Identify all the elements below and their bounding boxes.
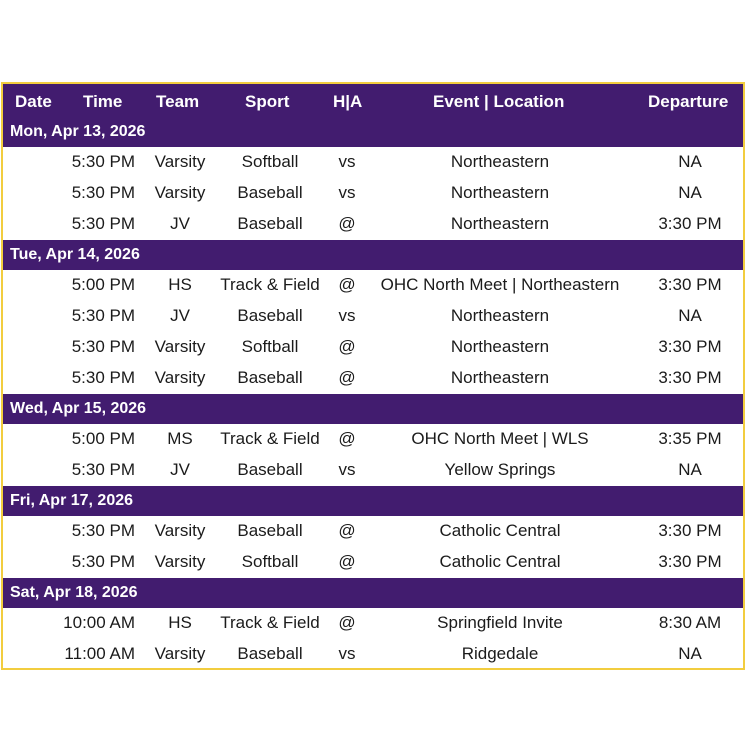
table-row — [3, 455, 743, 486]
cell-sport: Baseball — [237, 214, 303, 233]
cell-time: 5:30 PM — [71, 368, 135, 387]
table-row — [3, 639, 743, 670]
cell-team: Varsity — [154, 183, 206, 202]
cell-sport: Baseball — [237, 644, 303, 663]
cell-home-away: @ — [338, 337, 356, 356]
day-band — [3, 394, 743, 424]
cell-sport: Baseball — [237, 521, 303, 540]
cell-event-location: Springfield Invite — [437, 613, 563, 632]
cell-sport: Track & Field — [220, 275, 320, 294]
cell-team: JV — [170, 214, 190, 233]
cell-home-away: @ — [338, 368, 356, 387]
table-row — [3, 332, 743, 363]
cell-team: HS — [168, 613, 192, 632]
header-sport: Sport — [245, 92, 290, 111]
cell-team: Varsity — [154, 368, 206, 387]
cell-event-location: Northeastern — [450, 368, 550, 387]
cell-departure: 3:30 PM — [658, 521, 722, 540]
table-row — [3, 424, 743, 455]
cell-event-location: Northeastern — [450, 337, 550, 356]
cell-team: Varsity — [154, 152, 206, 171]
table-row — [3, 178, 743, 209]
cell-sport: Baseball — [237, 460, 303, 479]
table-row — [3, 147, 743, 178]
table-row — [3, 301, 743, 332]
table-row — [3, 209, 743, 240]
cell-team: Varsity — [154, 337, 206, 356]
cell-sport: Softball — [241, 552, 299, 571]
cell-departure: 3:30 PM — [658, 275, 722, 294]
cell-time: 5:30 PM — [71, 152, 135, 171]
cell-time: 5:30 PM — [71, 183, 135, 202]
cell-sport: Baseball — [237, 306, 303, 325]
cell-home-away: @ — [338, 275, 356, 294]
header-team: Team — [156, 92, 200, 111]
schedule-table — [1, 82, 745, 670]
cell-sport: Track & Field — [220, 429, 320, 448]
cell-departure: NA — [678, 460, 702, 479]
cell-home-away: @ — [338, 214, 356, 233]
cell-event-location: Northeastern — [450, 152, 550, 171]
cell-home-away: @ — [338, 521, 356, 540]
cell-home-away: @ — [338, 552, 356, 571]
table-row — [3, 516, 743, 547]
cell-time: 5:30 PM — [71, 337, 135, 356]
day-label: Sat, Apr 18, 2026 — [10, 584, 138, 601]
cell-event-location: Northeastern — [450, 214, 550, 233]
day-label: Wed, Apr 15, 2026 — [10, 400, 147, 417]
cell-departure: 3:30 PM — [658, 368, 722, 387]
cell-time: 5:30 PM — [71, 460, 135, 479]
day-band — [3, 240, 743, 270]
cell-departure: 8:30 AM — [658, 613, 722, 632]
day-band — [3, 117, 743, 147]
cell-event-location: Northeastern — [450, 183, 550, 202]
cell-event-location: Yellow Springs — [444, 460, 556, 479]
cell-team: JV — [170, 460, 190, 479]
header-departure: Departure — [648, 92, 729, 111]
cell-event-location: Ridgedale — [461, 644, 539, 663]
day-label: Mon, Apr 13, 2026 — [10, 123, 146, 140]
cell-departure: 3:30 PM — [658, 337, 722, 356]
cell-team: HS — [168, 275, 192, 294]
cell-departure: 3:30 PM — [658, 552, 722, 571]
cell-home-away: vs — [338, 183, 356, 202]
cell-departure: NA — [678, 152, 702, 171]
cell-sport: Track & Field — [220, 613, 320, 632]
header-event-location: Event | Location — [433, 92, 565, 111]
cell-departure: 3:35 PM — [658, 429, 722, 448]
cell-departure: 3:30 PM — [658, 214, 722, 233]
cell-home-away: vs — [338, 460, 356, 479]
cell-team: Varsity — [154, 552, 206, 571]
cell-time: 10:00 AM — [63, 613, 135, 632]
cell-home-away: vs — [338, 152, 356, 171]
cell-departure: NA — [678, 183, 702, 202]
cell-sport: Softball — [241, 337, 299, 356]
cell-sport: Baseball — [237, 183, 303, 202]
cell-time: 5:00 PM — [71, 275, 135, 294]
cell-team: MS — [167, 429, 193, 448]
cell-team: Varsity — [154, 521, 206, 540]
cell-event-location: Northeastern — [450, 306, 550, 325]
cell-time: 11:00 AM — [64, 644, 135, 663]
table-row — [3, 547, 743, 578]
cell-home-away: @ — [338, 613, 356, 632]
cell-home-away: @ — [338, 429, 356, 448]
day-band — [3, 578, 743, 608]
cell-sport: Softball — [241, 152, 299, 171]
cell-home-away: vs — [338, 306, 356, 325]
day-label: Fri, Apr 17, 2026 — [10, 492, 134, 509]
cell-event-location: Catholic Central — [439, 521, 561, 540]
day-band — [3, 486, 743, 516]
cell-departure: NA — [678, 644, 702, 663]
day-label: Tue, Apr 14, 2026 — [10, 246, 140, 263]
cell-time: 5:30 PM — [71, 521, 135, 540]
cell-team: Varsity — [154, 644, 206, 663]
cell-time: 5:30 PM — [71, 214, 135, 233]
table-row — [3, 363, 743, 394]
cell-time: 5:30 PM — [71, 552, 135, 571]
cell-time: 5:30 PM — [71, 306, 135, 325]
table-row — [3, 270, 743, 301]
cell-team: JV — [170, 306, 190, 325]
header-ha: H|A — [333, 92, 363, 111]
table-row — [3, 608, 743, 639]
header-time: Time — [83, 92, 123, 111]
cell-event-location: OHC North Meet | WLS — [411, 429, 589, 448]
cell-sport: Baseball — [237, 368, 303, 387]
cell-time: 5:00 PM — [71, 429, 135, 448]
header-date: Date — [15, 92, 52, 111]
cell-event-location: Catholic Central — [439, 552, 561, 571]
cell-departure: NA — [678, 306, 702, 325]
cell-home-away: vs — [338, 644, 356, 663]
cell-event-location: OHC North Meet | Northeastern — [380, 275, 620, 294]
